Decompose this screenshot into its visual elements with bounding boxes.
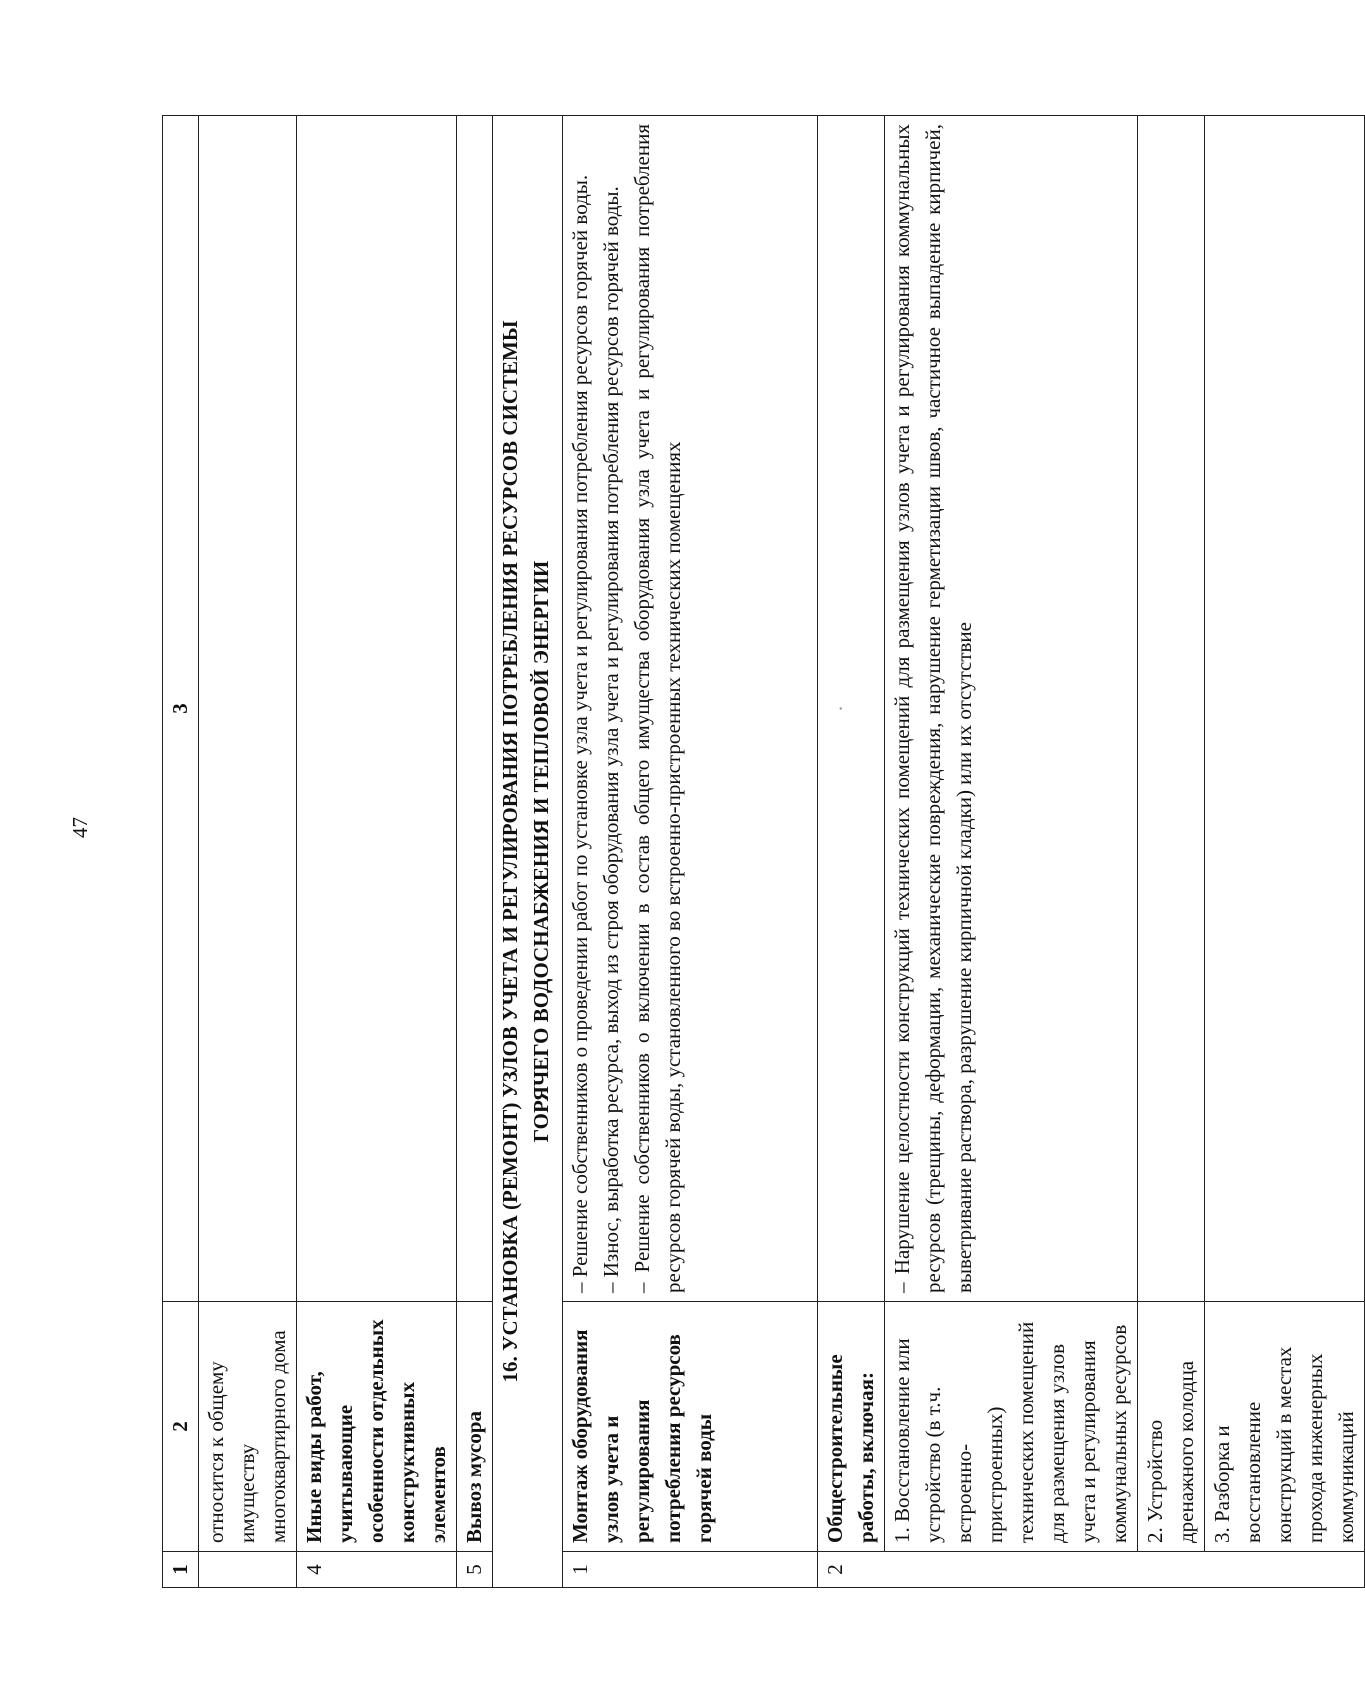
row-5-criteria [457,116,493,1302]
section-16-title-line-2: ГОРЯЧЕГО ВОДОСНАБЖЕНИЯ И ТЕПЛОВОЙ ЭНЕРГИИ [529,560,553,1143]
row-number-empty [199,1552,297,1588]
header-col-1: 1 [163,1552,199,1588]
row-5-description: Вывоз мусора [457,1302,493,1552]
row-16-1-number: 1 [563,1552,818,1588]
table-row-16-2-sub-1 [885,116,1138,1588]
section-16-title-line-1: 16. УСТАНОВКА (РЕМОНТ) УЗЛОВ УЧЕТА И РЕГУЛИРОВАНИЯ ПОТРЕБЛЕНИЯ РЕСУРСОВ СИСТЕМЫ [498,320,522,1383]
row-cont-description: относится к общему имуществу многоквартирного дома [199,1302,297,1552]
table-row-continued [199,116,297,1588]
row-16-1-criteria [563,116,818,1302]
row-4-criteria [297,116,457,1302]
table-row-5 [457,116,493,1588]
row-16-2-criteria-mark: . [823,705,847,712]
row-4-description: Иные виды работ, учитывающие особенности отдельных конструктивных элементов [297,1302,457,1552]
row-16-2-sub-1-description: 1. Восстановление или устройство (в т.ч. встроенно-пристроенных) технических помещений для размещения узлов учета и регулирования коммунальных ресурсов [885,1302,1138,1552]
row-16-2-criteria [818,116,885,1302]
rotated-table-container [162,116,1358,1588]
row-16-2-sub-2-description: 2. Устройство дренажного колодца [1138,1302,1205,1552]
header-col-2: 2 [163,1302,199,1552]
header-col-3: 3 [163,116,199,1302]
row-16-2-sub-1-criteria: – Нарушение целостности конструкций технических помещений для размещения узлов учета и регулирования коммунальных ресурсов (трещины, деформации, механические повреждения, нарушение герметизации швов, частичное выпадение кирпичей, выветривание раствора, разрушение кирпичной кладки) или их отсутствие [885,116,1138,1302]
row-5-number: 5 [457,1552,493,1588]
row-16-2-description: Общестроительные работы, включая: [818,1302,885,1552]
table-row-16-1 [563,116,818,1588]
row-16-1-criteria-item-1: – Решение собственников о проведении работ по установке узла учета и регулирования потребления ресурсов горячей воды. [568,174,592,1293]
row-16-2-number: 2 [818,1552,1365,1588]
row-16-2-sub-3-description: 3. Разборка и восстановление конструкций в местах прохода инженерных коммуникаций [1205,1302,1365,1552]
table-row-16-2-sub-3 [1205,116,1365,1588]
works-table [162,115,1365,1588]
row-16-1-description: Монтаж оборудования узлов учета и регулирования потребления ресурсов горячей воды [563,1302,818,1552]
row-16-1-criteria-item-3: – Решение собственников о включении в состав общего имущества оборудования узла учета и регулирования потребления ресурсов горячей воды, установленного во встроенно-пристроенных технических помещениях [630,124,685,1293]
row-16-2-sub-3-criteria [1205,116,1365,1302]
page-number: 47 [68,817,92,838]
table-row-16-2-sub-2 [1138,116,1205,1588]
row-16-1-criteria-item-2: – Износ, выработка ресурса, выход из строя оборудования узла учета и регулирования потребления ресурсов горячей воды. [599,186,623,1293]
header-row [163,116,199,1588]
table-row-16-2 [818,116,885,1588]
section-16-title [493,116,563,1588]
section-16-header-row [493,116,563,1588]
row-cont-criteria [199,116,297,1302]
row-16-2-sub-2-criteria [1138,116,1205,1302]
table-row-4 [297,116,457,1588]
row-4-number: 4 [297,1552,457,1588]
